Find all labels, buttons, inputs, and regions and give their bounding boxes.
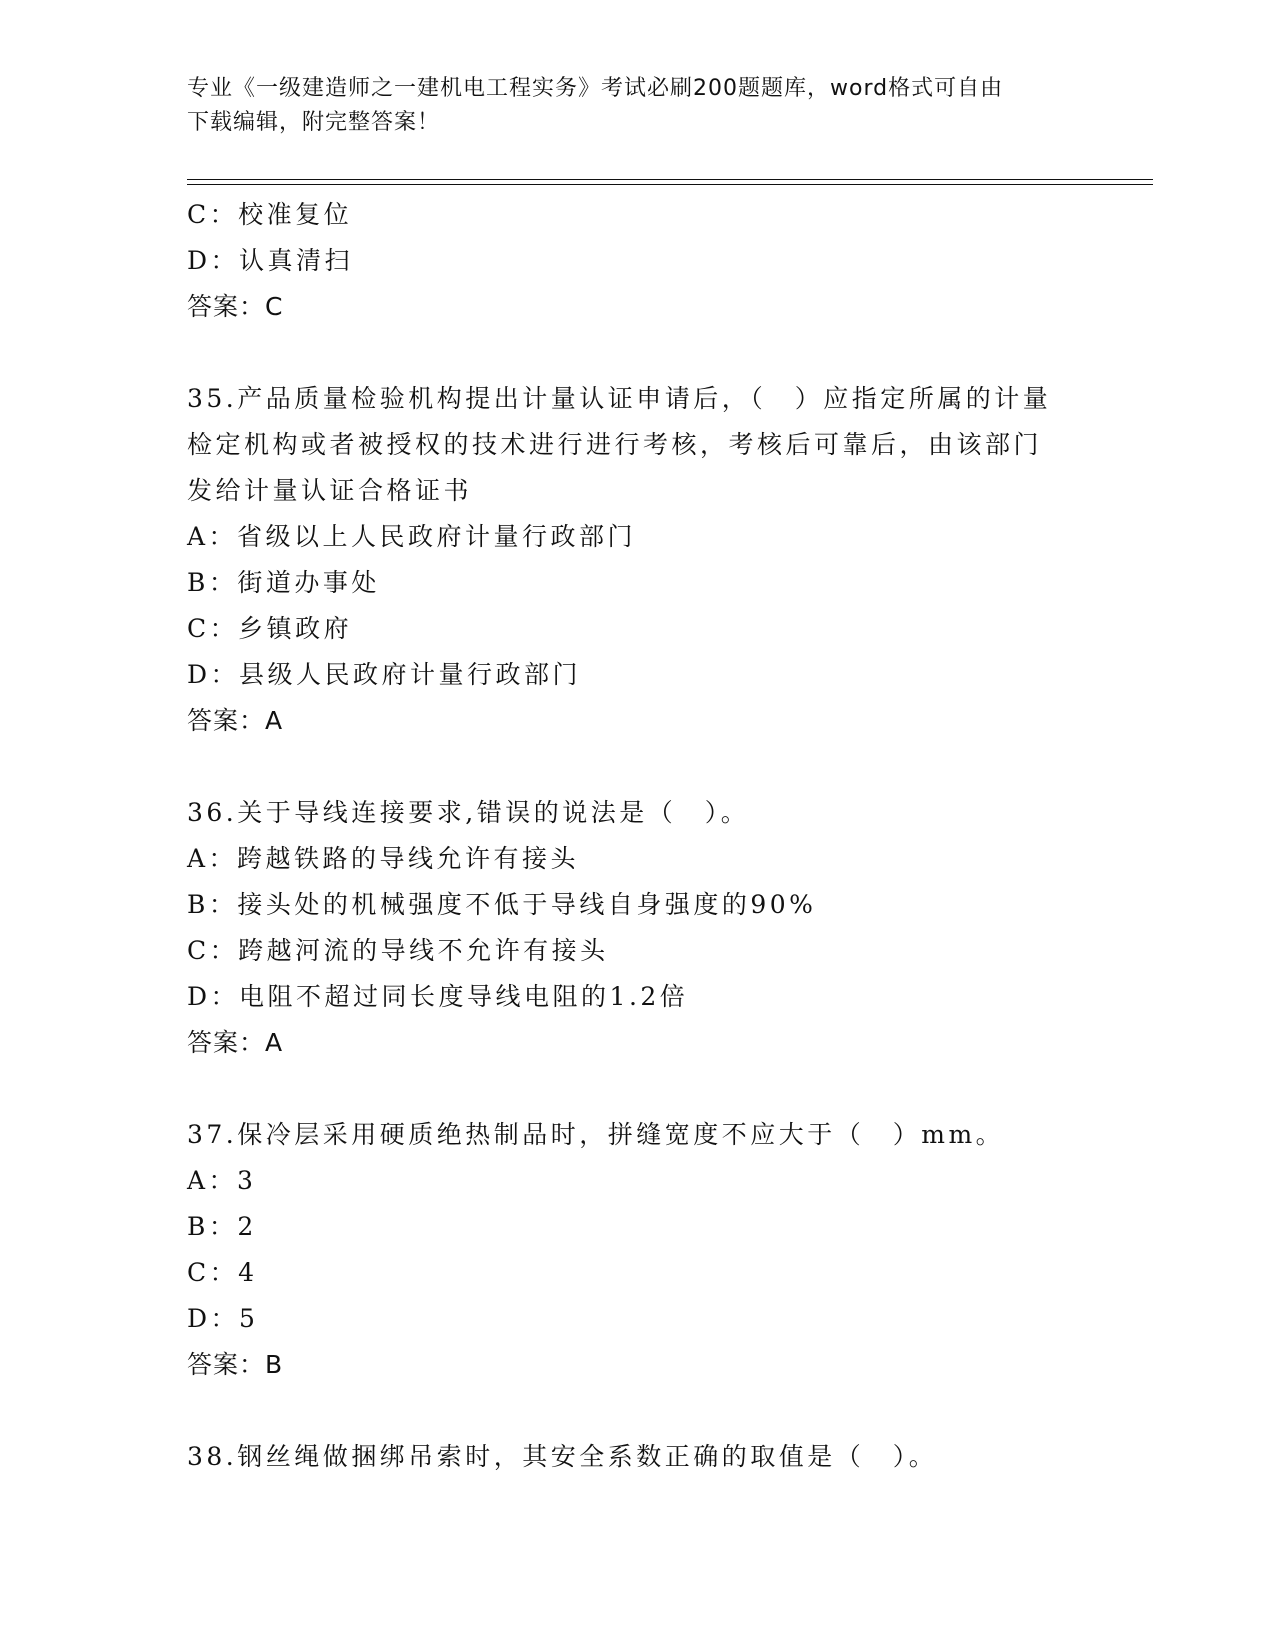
option-d: D：县级人民政府计量行政部门 <box>187 660 582 689</box>
option-c: C：4 <box>187 1258 258 1287</box>
spacer <box>187 1066 1087 1112</box>
question-text: 发给计量认证合格证书 <box>187 476 473 505</box>
header-rule-bottom <box>187 184 1153 185</box>
answer-line: 答案：C <box>187 292 284 321</box>
option-c: C：跨越河流的导线不允许有接头 <box>187 936 609 965</box>
option-d: D：认真清扫 <box>187 246 354 275</box>
question-text: 37.保冷层采用硬质绝热制品时，拼缝宽度不应大于（ ）mm。 <box>187 1120 1005 1149</box>
question-text: 35.产品质量检验机构提出计量认证申请后，（ ）应指定所属的计量 <box>187 384 1052 413</box>
answer-line: 答案：A <box>187 1028 284 1057</box>
question-37 <box>187 1112 1087 1388</box>
option-a: A：省级以上人民政府计量行政部门 <box>187 522 637 551</box>
spacer <box>187 1388 1087 1434</box>
header-rule-top <box>187 179 1153 180</box>
question-text: 38.钢丝绳做捆绑吊索时，其安全系数正确的取值是（ ）。 <box>187 1442 938 1471</box>
spacer <box>187 744 1087 790</box>
spacer <box>187 330 1087 376</box>
header-line-2: 下载编辑，附完整答案！ <box>187 110 441 135</box>
question-text: 检定机构或者被授权的技术进行进行考核，考核后可靠后，由该部门 <box>187 430 1043 459</box>
answer-line: 答案：A <box>187 706 284 735</box>
option-a: A：3 <box>187 1166 257 1195</box>
document-header <box>187 72 1087 140</box>
option-c: C：乡镇政府 <box>187 614 353 643</box>
question-36 <box>187 790 1087 1066</box>
option-d: D：5 <box>187 1304 259 1333</box>
option-b: B：接头处的机械强度不低于导线自身强度的90% <box>187 890 817 919</box>
option-d: D：电阻不超过同长度导线电阻的1.2倍 <box>187 982 689 1011</box>
option-b: B：2 <box>187 1212 257 1241</box>
option-b: B：街道办事处 <box>187 568 380 597</box>
question-35 <box>187 376 1087 744</box>
carryover-block <box>187 192 1087 330</box>
answer-line: 答案：B <box>187 1350 284 1379</box>
document-body <box>187 192 1087 1480</box>
question-text: 36.关于导线连接要求,错误的说法是（ ）。 <box>187 798 750 827</box>
question-38 <box>187 1434 1087 1480</box>
option-a: A：跨越铁路的导线允许有接头 <box>187 844 580 873</box>
option-c: C：校准复位 <box>187 200 353 229</box>
header-line-1: 专业《一级建造师之一建机电工程实务》考试必刷200题题库，word格式可自由 <box>187 76 1004 101</box>
